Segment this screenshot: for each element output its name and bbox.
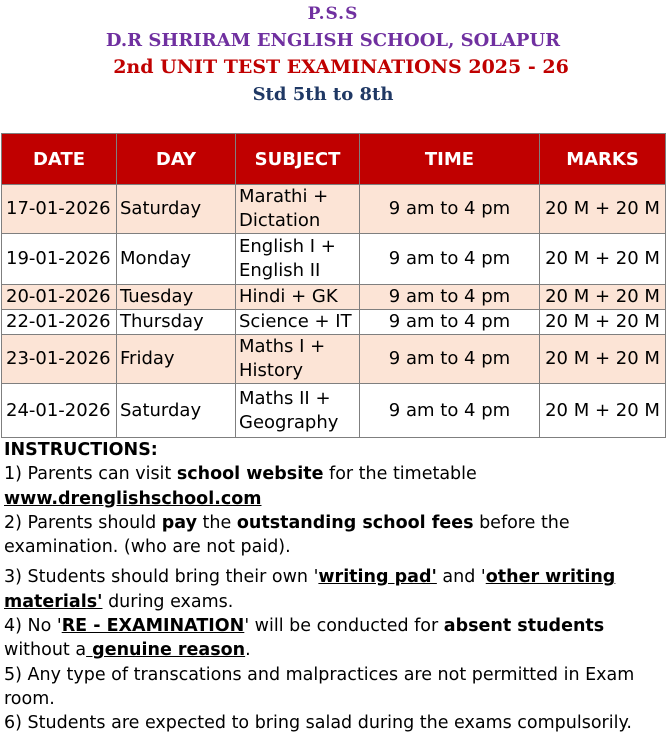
cell-time: 9 am to 4 pm xyxy=(360,234,540,285)
column-header-time: TIME xyxy=(360,134,540,185)
table-row xyxy=(2,384,666,438)
subject-line: Geography xyxy=(239,411,339,433)
cell-day: Monday xyxy=(117,234,236,285)
instruction-emphasis: writing pad' xyxy=(318,567,437,588)
cell-date: 19-01-2026 xyxy=(2,234,117,285)
cell-day: Friday xyxy=(117,335,236,384)
instruction-1-link-line xyxy=(4,487,664,511)
subject-line: English II xyxy=(239,260,321,281)
cell-date: 20-01-2026 xyxy=(2,285,117,310)
instruction-1 xyxy=(4,462,664,486)
website-link[interactable]: www.drenglishschool.com xyxy=(4,488,262,509)
cell-day: Tuesday xyxy=(117,285,236,310)
cell-marks: 20 M + 20 M xyxy=(540,335,666,384)
subject-line: English I + xyxy=(239,236,336,257)
cell-time: 9 am to 4 pm xyxy=(360,335,540,384)
instruction-3 xyxy=(4,565,664,614)
column-header-marks: MARKS xyxy=(540,134,666,185)
instruction-text: and ' xyxy=(436,567,486,588)
timetable xyxy=(1,133,666,438)
cell-date: 24-01-2026 xyxy=(2,384,117,438)
standard-label: Std 5th to 8th xyxy=(252,84,394,105)
instruction-text: . xyxy=(245,640,251,661)
instruction-emphasis: genuine reason xyxy=(86,640,246,661)
cell-date: 23-01-2026 xyxy=(2,335,117,384)
cell-date: 17-01-2026 xyxy=(2,185,117,234)
table-row xyxy=(2,234,666,285)
instructions xyxy=(4,438,664,736)
subject-line: Maths I + xyxy=(239,336,326,357)
subject-line: Dictation xyxy=(239,210,321,231)
instruction-text: 4) No ' xyxy=(4,616,62,637)
instruction-text: the xyxy=(196,512,237,533)
instruction-emphasis: other writing materials' xyxy=(4,567,616,612)
instruction-text: 3) Students should bring their own ' xyxy=(4,567,319,588)
cell-date: 22-01-2026 xyxy=(2,310,117,335)
instruction-text: without a xyxy=(4,640,87,661)
instruction-text: before the examination. (who are not paid). xyxy=(4,512,570,558)
instruction-text: during exams. xyxy=(102,591,234,612)
column-header-subject: SUBJECT xyxy=(236,134,360,185)
instruction-text: for the timetable xyxy=(323,464,477,485)
instruction-6: 6) Students are expected to bring salad during the exams compulsorily. xyxy=(4,713,632,734)
table-row xyxy=(2,335,666,384)
instruction-emphasis: school website xyxy=(176,464,324,485)
cell-subject: Hindi + GK xyxy=(236,285,360,310)
instruction-emphasis: pay xyxy=(161,512,197,533)
cell-subject xyxy=(236,335,360,384)
cell-subject: Science + IT xyxy=(236,310,360,335)
table-row xyxy=(2,310,666,335)
cell-time: 9 am to 4 pm xyxy=(360,185,540,234)
instructions-title: INSTRUCTIONS: xyxy=(4,440,158,460)
cell-time: 9 am to 4 pm xyxy=(360,384,540,438)
cell-day: Saturday xyxy=(117,384,236,438)
cell-time: 9 am to 4 pm xyxy=(360,285,540,310)
instruction-text: 2) Parents should xyxy=(4,512,162,533)
exam-title: 2nd UNIT TEST EXAMINATIONS 2025 - 26 xyxy=(113,56,569,78)
instruction-5: 5) Any type of transcations and malpractices are not permitted in Exam room. xyxy=(4,664,635,709)
cell-day: Saturday xyxy=(117,185,236,234)
instruction-text: 1) Parents can visit xyxy=(4,464,177,485)
column-header-day: DAY xyxy=(117,134,236,185)
cell-subject xyxy=(236,234,360,285)
org-name: P.S.S xyxy=(307,4,359,24)
subject-line: History xyxy=(239,360,304,381)
school-name: D.R SHRIRAM ENGLISH SCHOOL, SOLAPUR xyxy=(105,30,561,51)
subject-line: Marathi + xyxy=(239,186,329,207)
column-header-date: DATE xyxy=(2,134,117,185)
cell-marks: 20 M + 20 M xyxy=(540,384,666,438)
instruction-text: ' will be conducted for xyxy=(244,616,444,637)
cell-subject xyxy=(236,384,360,438)
cell-marks: 20 M + 20 M xyxy=(540,310,666,335)
instruction-emphasis: absent students xyxy=(443,616,605,637)
cell-marks: 20 M + 20 M xyxy=(540,185,666,234)
instruction-emphasis: RE - EXAMINATION xyxy=(61,616,245,637)
instruction-emphasis: outstanding school fees xyxy=(236,512,474,533)
cell-marks: 20 M + 20 M xyxy=(540,234,666,285)
cell-subject xyxy=(236,185,360,234)
cell-day: Thursday xyxy=(117,310,236,335)
subject-line: Maths II + xyxy=(239,387,331,409)
table-row xyxy=(2,185,666,234)
instruction-4 xyxy=(4,614,664,663)
instruction-2 xyxy=(4,511,664,560)
cell-time: 9 am to 4 pm xyxy=(360,310,540,335)
table-header-row xyxy=(2,134,666,185)
cell-marks: 20 M + 20 M xyxy=(540,285,666,310)
table-row xyxy=(2,285,666,310)
